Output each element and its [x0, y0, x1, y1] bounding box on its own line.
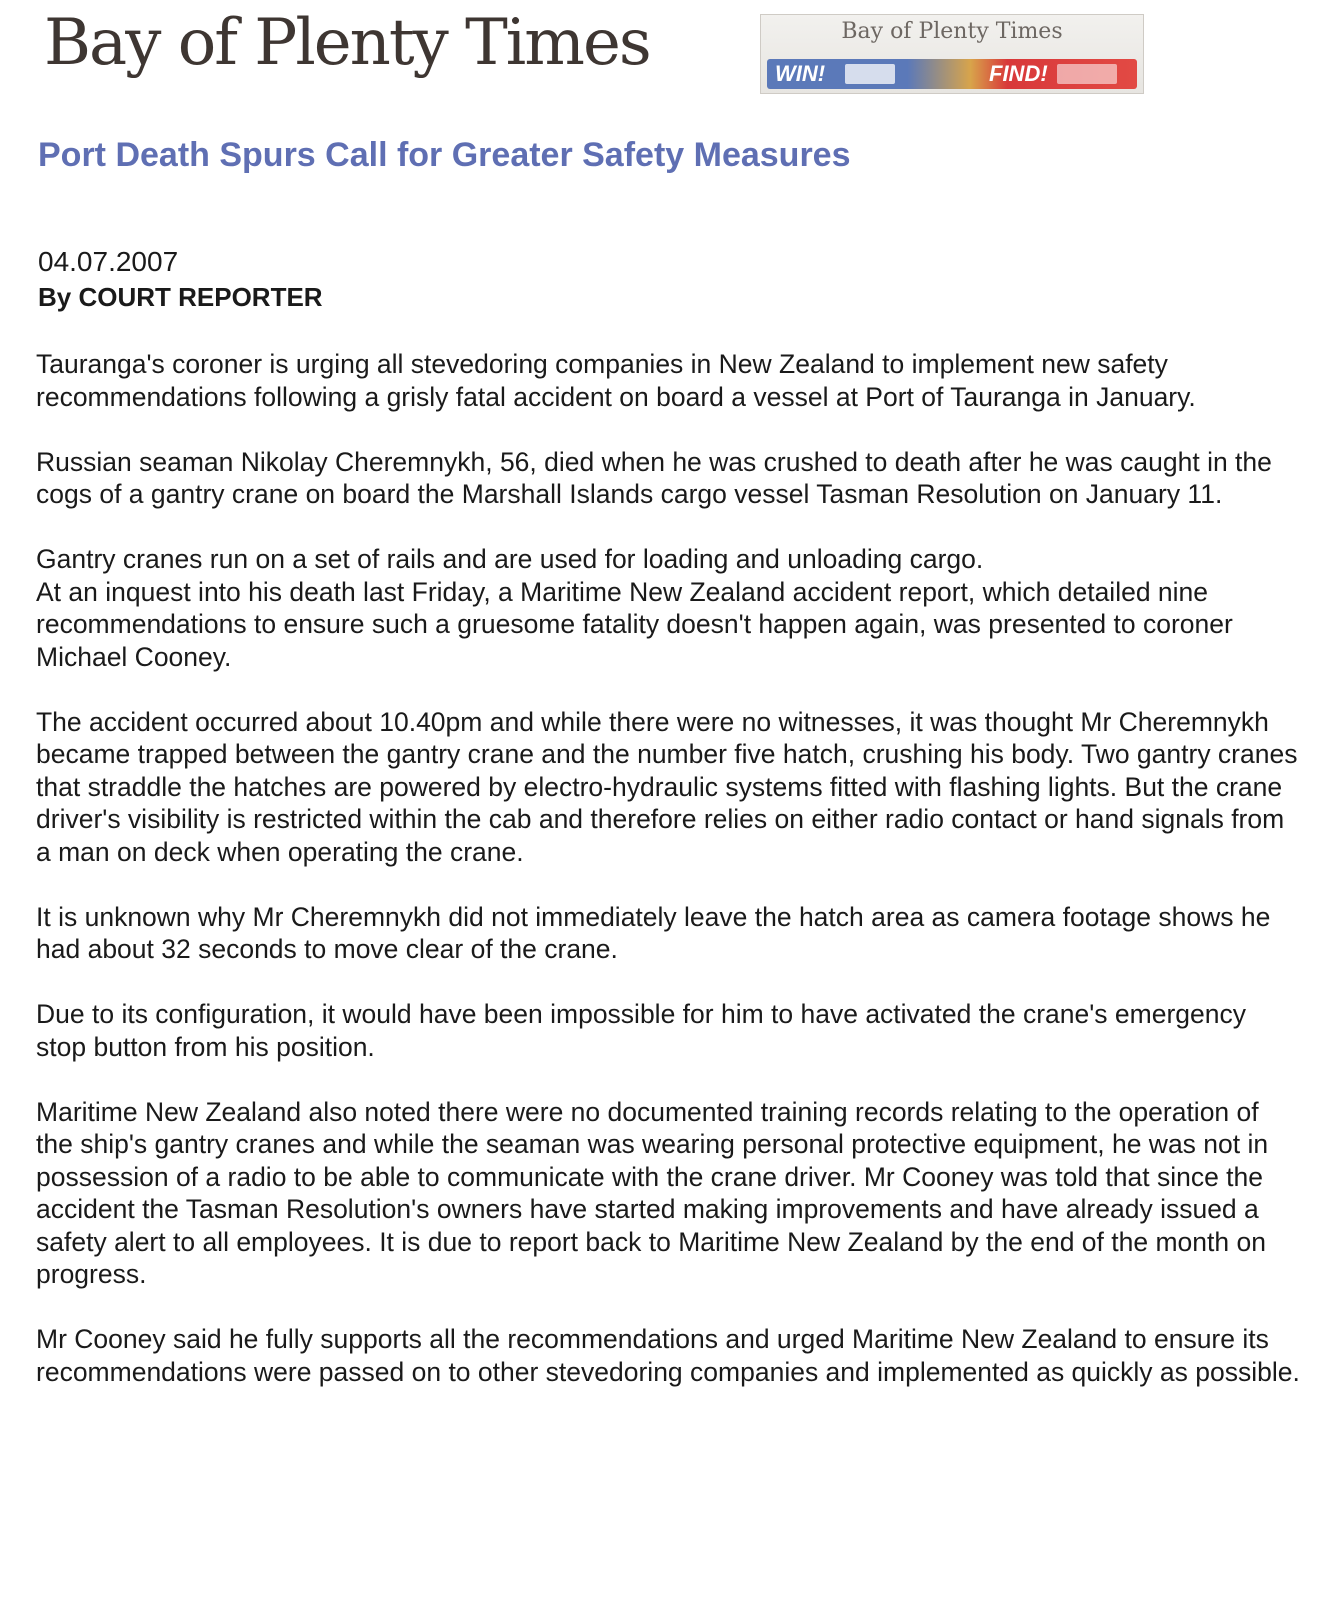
article-paragraph: Russian seaman Nikolay Cheremnykh, 56, died when he was crushed to death after he was caught in the cogs of a gantry crane on board the Marshall Islands cargo vessel Tasman Resolution on January 11.: [36, 446, 1272, 509]
article-paragraph: Gantry cranes run on a set of rails and are used for loading and unloading cargo. At an inquest into his death last Friday, a Maritime New Zealand accident report, which detailed nine recommendations to ensure such a gruesome fatality doesn't happen again, was presented to coroner Michael Cooney.: [36, 544, 1233, 672]
article-byline: By COURT REPORTER: [38, 282, 323, 312]
article-body: [36, 348, 1302, 1421]
article-paragraph: The accident occurred about 10.40pm and while there were no witnesses, it was thought Mr Cheremnykh became trapped between the gantry crane and the number five hatch, crushing his body. Two gantry cranes that straddle the hatches are powered by electro-hydraulic systems fitted with flashing lights. But the crane driver's visibility is restricted within the cab and therefore relies on either radio contact or hand signals from a man on deck when operating the crane.: [36, 706, 1298, 867]
banner-badge-secondary: [1057, 64, 1117, 84]
article-date: 04.07.2007: [38, 246, 179, 277]
article-headline: Port Death Spurs Call for Greater Safety Measures: [38, 136, 851, 174]
banner-win-label: WIN!: [775, 61, 826, 86]
article-paragraph: Due to its configuration, it would have been impossible for him to have activated the crane's emergency stop button from his position.: [36, 999, 1246, 1062]
article-paragraph: Mr Cooney said he fully supports all the recommendations and urged Maritime New Zealand to ensure its recommendations were passed on to other stevedoring companies and implemented as quickly as possible.: [36, 1324, 1300, 1387]
article-paragraph: Maritime New Zealand also noted there were no documented training records relating to the operation of the ship's gantry cranes and while the seaman was wearing personal protective equipment, he was not in possession of a radio to be able to communicate with the crane driver. Mr Cooney was told that since the accident the Tasman Resolution's owners have started making improvements and have already issued a safety alert to all employees. It is due to report back to Maritime New Zealand by the end of the month on progress.: [36, 1096, 1269, 1289]
masthead-title: Bay of Plenty Times: [44, 6, 650, 80]
banner-badge: [845, 64, 895, 84]
promo-banner: [760, 14, 1144, 94]
banner-title: Bay of Plenty Times: [841, 19, 1063, 44]
article-paragraph: It is unknown why Mr Cheremnykh did not immediately leave the hatch area as camera footage shows he had about 32 seconds to move clear of the crane.: [36, 901, 1271, 964]
banner-find-label: FIND!: [989, 61, 1048, 86]
article-paragraph: Tauranga's coroner is urging all stevedoring companies in New Zealand to implement new safety recommendations following a grisly fatal accident on board a vessel at Port of Tauranga in January.: [36, 349, 1196, 412]
